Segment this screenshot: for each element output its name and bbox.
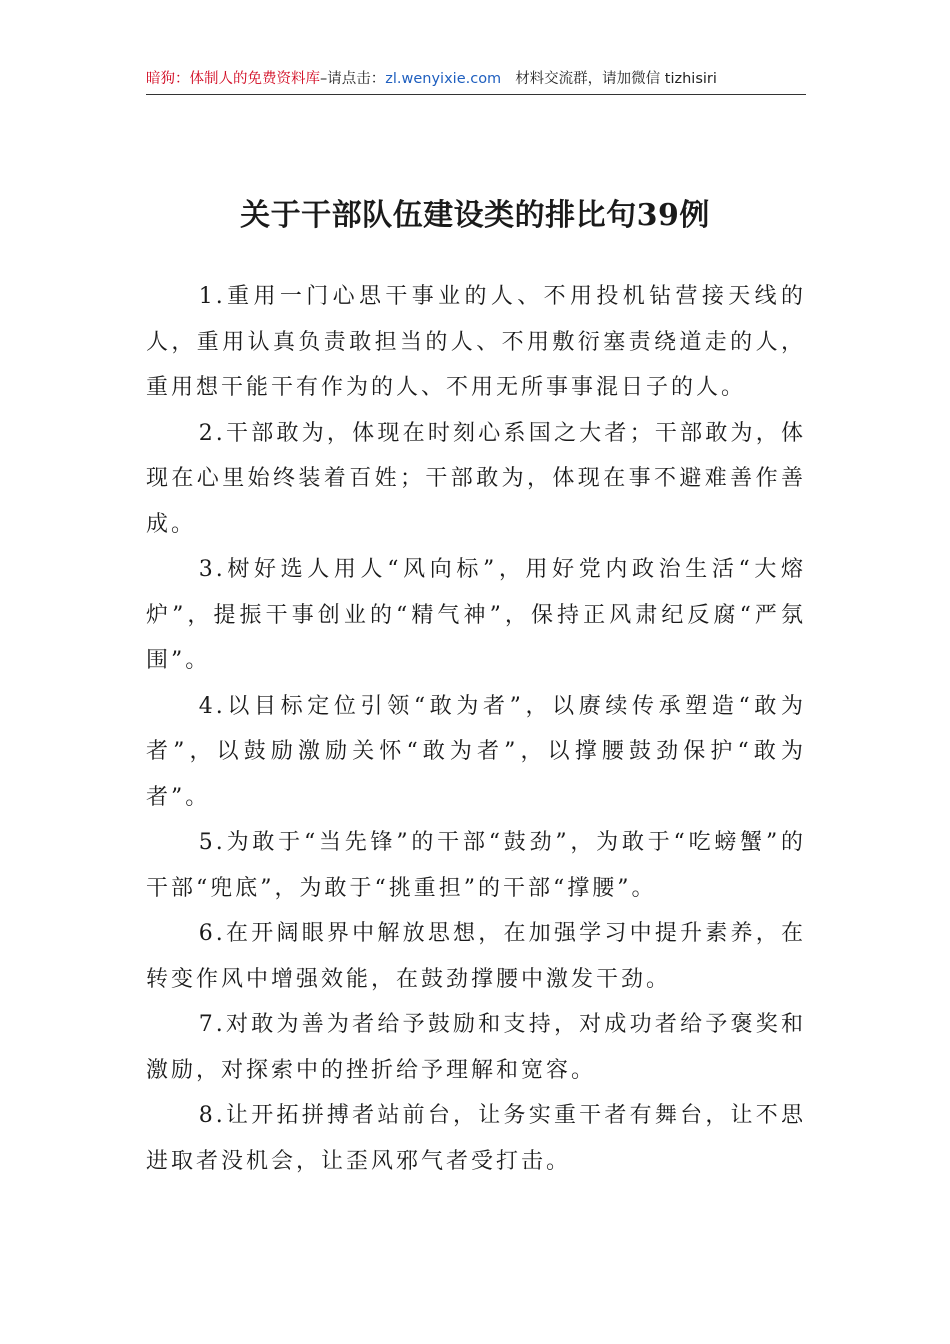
paragraph-7: 7.对敢为善为者给予鼓励和支持，对成功者给予褒奖和激励，对探索中的挫折给予理解和宽容。 [146, 1012, 806, 1083]
paragraph-6: 6.在开阔眼界中解放思想，在加强学习中提升素养，在转变作风中增强效能，在鼓劲撑腰中激发干劲。 [146, 921, 806, 992]
page-header [146, 66, 806, 95]
document-body [146, 274, 806, 1184]
paragraph-8: 8.让开拓拼搏者站前台，让务实重干者有舞台，让不思进取者没机会，让歪风邪气者受打击。 [146, 1103, 806, 1174]
site-link[interactable]: zl.wenyixie.com [385, 71, 502, 87]
paragraph-5: 5.为敢于“当先锋”的干部“鼓劲”，为敢于“吃螃蟹”的干部“兜底”，为敢于“挑重担”的干部“撑腰”。 [146, 830, 806, 901]
paragraph-2: 2.干部敢为，体现在时刻心系国之大者；干部敢为，体现在心里始终装着百姓；干部敢为，体现在事不避难善作善成。 [146, 420, 806, 537]
paragraph-1: 1.重用一门心思干事业的人、不用投机钻营接天线的人，重用认真负责敢担当的人、不用敷衍塞责绕道走的人，重用想干能干有作为的人、不用无所事事混日子的人。 [146, 284, 806, 400]
paragraph-4: 4.以目标定位引领“敢为者”，以赓续传承塑造“敢为者”，以鼓励激励关怀“敢为者”，以撑腰鼓劲保护“敢为者”。 [146, 693, 806, 810]
document-title: 关于干部队伍建设类的排比句39例 [240, 198, 710, 234]
click-prompt: –请点击： [320, 71, 386, 87]
group-note: 材料交流群，请加微信 tizhisiri [515, 71, 717, 87]
site-name: 暗狗：体制人的免费资料库 [146, 71, 320, 87]
paragraph-3: 3.树好选人用人“风向标”，用好党内政治生活“大熔炉”，提振干事创业的“精气神”，保持正风肃纪反腐“严氛围”。 [146, 557, 806, 673]
